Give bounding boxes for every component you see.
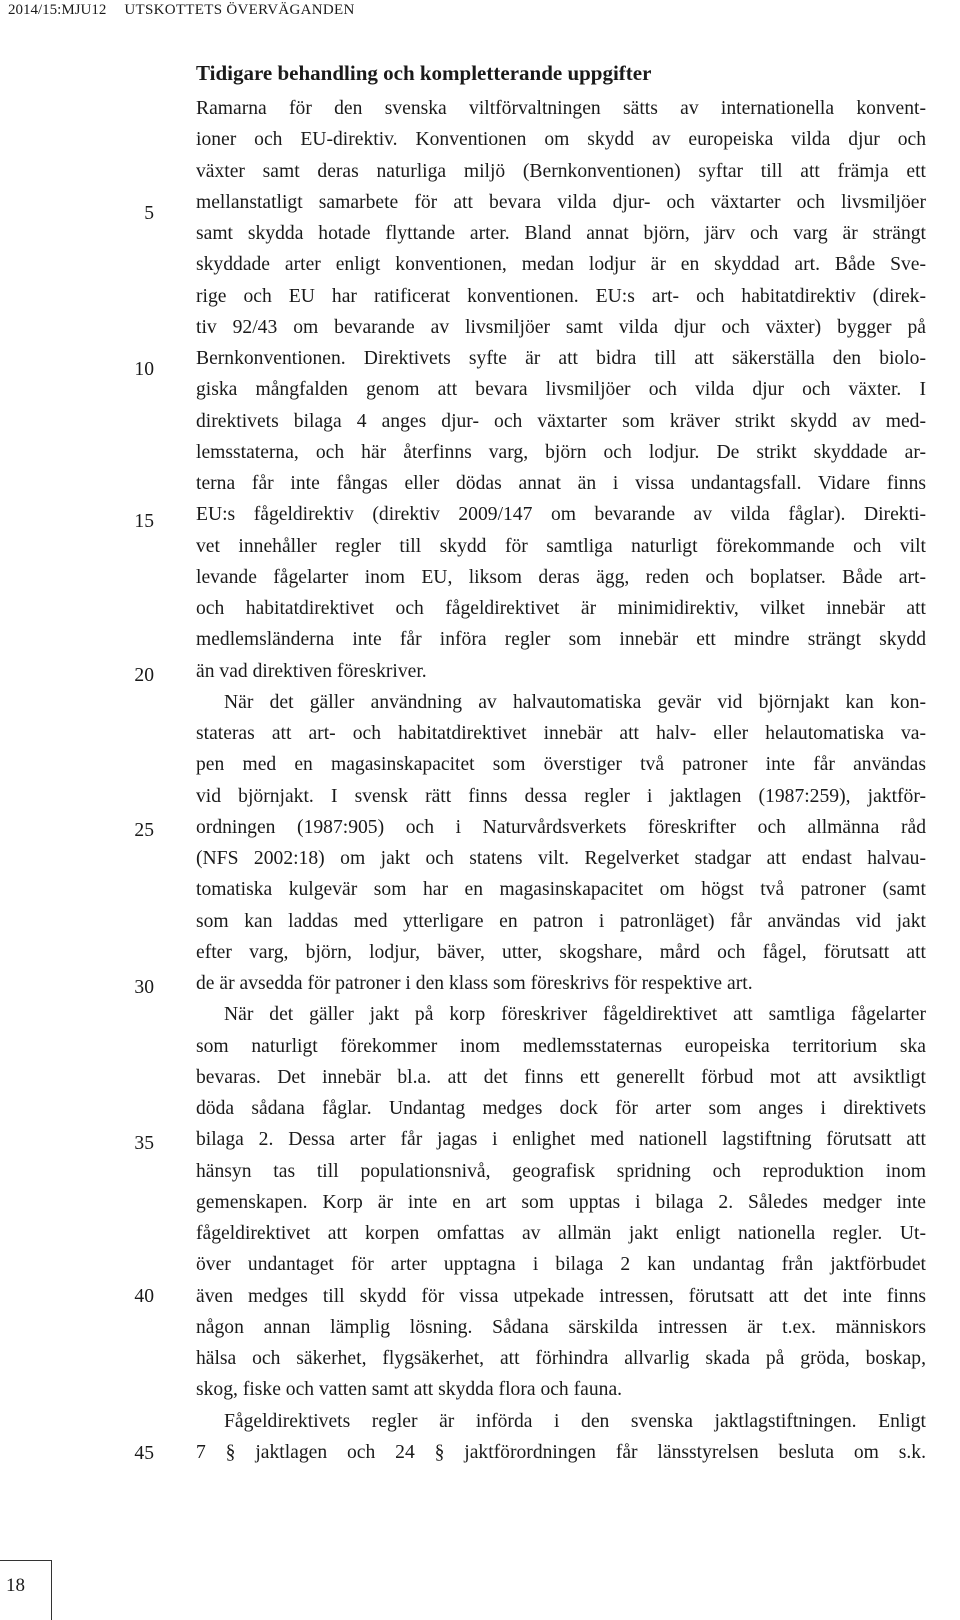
text-line: mellanstatligt samarbete för att bevara vilda djur- och växtarter och livsmiljöer [196, 191, 926, 213]
text-line: skyddade arter enligt konventionen, medan lodjur är en skyddad art. Både Sve- [196, 254, 926, 276]
text-line: efter varg, björn, lodjur, bäver, utter, skogshare, mård och fågel, förutsatt att [196, 941, 926, 963]
text-line: och habitatdirektivet och fågeldirektivet är minimidirektiv, vilket innebär att [196, 598, 926, 619]
text-line: som kan laddas med ytterligare en patron i patronläget) får användas vid jakt [196, 910, 926, 932]
text-line: stateras att art- och habitatdirektivet innebär att halv- eller helautomatiska va- [196, 723, 926, 744]
text-line: Fågeldirektivets regler är införda i den svenska jaktlagstiftningen. Enligt [224, 1410, 926, 1432]
text-line: tiv 92/43 om bevarande av livsmiljöer samt vilda djur och växter) bygger på [196, 316, 926, 338]
text-line: vid björnjakt. I svensk rätt finns dessa regler i jaktlagen (1987:259), jaktför- [196, 785, 926, 807]
line-number: 45 [134, 1443, 154, 1464]
text-line: vet innehåller regler till skydd för samtliga naturligt förekommande och vilt [196, 535, 926, 557]
text-line: de är avsedda för patroner i den klass som föreskrivs för respektive art. [196, 973, 753, 994]
text-line: bilaga 2. Dessa arter får jagas i enlighet med nationell lagstiftning förutsatt att [196, 1129, 926, 1151]
text-line: EU:s fågeldirektiv (direktiv 2009/147 om bevarande av vilda fåglar). Direkti- [196, 504, 926, 526]
line-number: 15 [134, 511, 154, 532]
text-line: bevaras. Det innebär bl.a. att det finns ett generellt förbud mot att avsiktligt [196, 1066, 926, 1088]
line-number: 35 [134, 1133, 154, 1154]
line-number: 30 [134, 977, 154, 998]
text-line: medlemsländerna inte får införa regler som innebär ett mindre strängt skydd [196, 629, 926, 651]
text-line: döda sådana fåglar. Undantag medges dock för arter som anges i direktivets [196, 1098, 926, 1119]
text-line: (NFS 2002:18) om jakt och statens vilt. Regelverket stadgar att endast halvau- [196, 848, 926, 869]
text-line: ioner och EU-direktiv. Konventionen om skydd av europeiska vilda djur och [196, 129, 926, 151]
text-line: Bernkonventionen. Direktivets syfte är att bidra till att säkerställa den biolo- [196, 348, 926, 369]
text-line: 7 § jaktlagen och 24 § jaktförordningen får länsstyrelsen besluta om s.k. [196, 1441, 926, 1463]
page-number: 18 [0, 1560, 52, 1620]
line-number: 25 [134, 820, 154, 841]
document-id: 2014/15:MJU12 [8, 2, 107, 18]
text-line: även medges till skydd för vissa utpekade intressen, förutsatt att det inte finns [196, 1285, 926, 1307]
line-number: 20 [134, 665, 154, 686]
text-line: levande fågelarter inom EU, liksom deras ägg, reden och boplatser. Både art- [196, 566, 926, 588]
text-line: lemsstaterna, och här återfinns varg, björn och lodjur. De strikt skyddade ar- [196, 441, 926, 463]
text-line: gemenskapen. Korp är inte en art som upptas i bilaga 2. Således medger inte [196, 1191, 926, 1213]
text-line: samt skydda hotade flyttande arter. Bland annat björn, järv och varg är strängt [196, 223, 926, 244]
text-line: direktivets bilaga 4 anges djur- och växtarter som kräver strikt skydd av med- [196, 410, 926, 432]
text-line: växter samt deras naturliga miljö (Bernkonventionen) syftar till att främja ett [196, 160, 926, 182]
text-line: ordningen (1987:905) och i Naturvårdsverkets föreskrifter och allmänna råd [196, 816, 926, 838]
text-line: tomatiska kulgevär som har en magasinskapacitet om högst två patroner (samt [196, 879, 926, 901]
body-text [196, 93, 926, 1468]
text-line: När det gäller användning av halvautomatiska gevär vid björnjakt kan kon- [224, 691, 926, 713]
line-number: 10 [134, 359, 154, 380]
text-line: än vad direktiven föreskriver. [196, 660, 427, 682]
margin-line-numbers [0, 0, 160, 1620]
text-line: hälsa och säkerhet, flygsäkerhet, att förhindra allvarlig skada på gröda, boskap, [196, 1348, 926, 1369]
text-line: över undantaget för arter upptagna i bilaga 2 kan undantag från jaktförbudet [196, 1254, 926, 1276]
text-line: rige och EU har ratificerat konventionen. EU:s art- och habitatdirektiv (direk- [196, 285, 926, 307]
text-line: skog, fiske och vatten samt att skydda flora och fauna. [196, 1379, 623, 1401]
text-line: När det gäller jakt på korp föreskriver fågeldirektivet att samtliga fågelarter [224, 1004, 926, 1026]
section-title: UTSKOTTETS ÖVERVÄGANDEN [124, 2, 355, 18]
text-line: giska mångfalden genom att bevara livsmiljöer och vilda djur och växter. I [196, 379, 926, 401]
section-heading: Tidigare behandling och kompletterande uppgifter [196, 61, 652, 85]
text-line: Ramarna för den svenska viltförvaltningen sätts av internationella konvent- [196, 98, 926, 119]
text-line: någon annan lämplig lösning. Sådana särskilda intressen är t.ex. människors [196, 1316, 926, 1338]
text-line: hänsyn tas till populationsnivå, geografisk spridning och reproduktion inom [196, 1160, 926, 1182]
text-line: terna får inte fångas eller dödas annat än i vissa undantagsfall. Vidare finns [196, 473, 926, 494]
text-line: som naturligt förekommer inom medlemsstaternas europeiska territorium ska [196, 1035, 926, 1057]
text-line: pen med en magasinskapacitet som överstiger två patroner inte får användas [196, 754, 926, 776]
line-number: 5 [144, 203, 154, 224]
line-number: 40 [134, 1286, 154, 1307]
text-line: fågeldirektivet att korpen omfattas av allmän jakt enligt nationella regler. Ut- [196, 1223, 926, 1244]
